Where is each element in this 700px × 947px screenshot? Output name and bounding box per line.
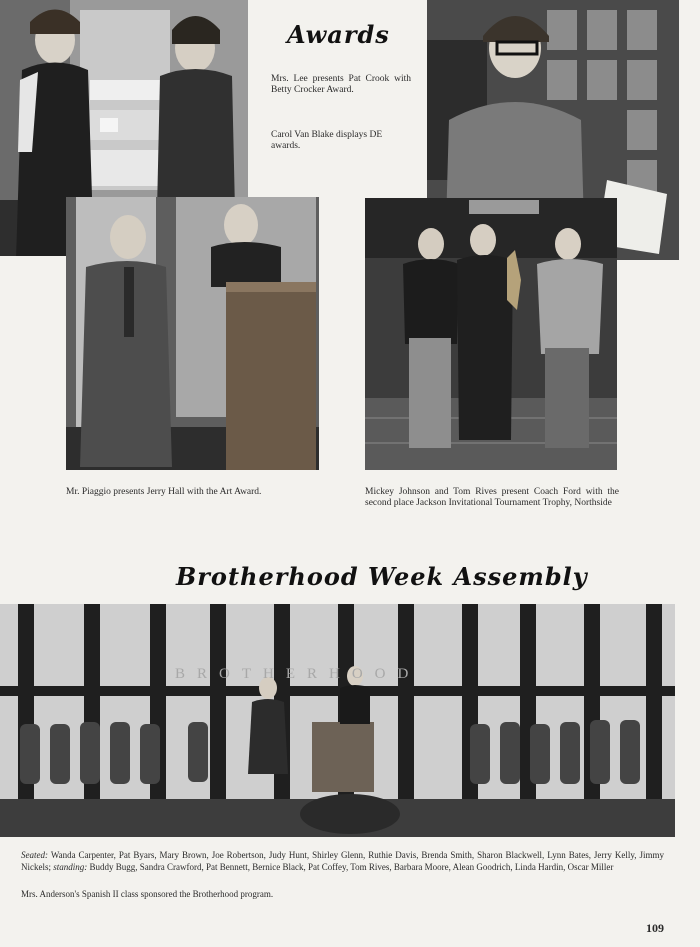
brotherhood-title: Brotherhood Week Assembly — [176, 562, 588, 591]
photo-trophy-presentation — [365, 198, 617, 470]
caption-sponsor: Mrs. Anderson's Spanish II class sponsored the Brotherhood program. — [21, 889, 274, 899]
seated-names: Wanda Carpenter, Pat Byars, Mary Brown, Joe Robertson, Judy Hunt, Shirley Glenn, Ruthie Davis, Brenda Smith, Sharon Blackwell, Lynn Bates, Jerry Kelly, Jimmy Nickels; — [21, 850, 664, 872]
page-number: 109 — [646, 921, 664, 935]
caption-art-award: Mr. Piaggio presents Jerry Hall with the Art Award. — [66, 487, 262, 497]
caption-names — [21, 850, 664, 873]
caption-de-awards: Carol Van Blake displays DE awards. — [271, 130, 383, 151]
photo-art-award — [66, 197, 319, 470]
seated-label: Seated: — [21, 850, 48, 860]
standing-names: Buddy Bugg, Sandra Crawford, Pat Bennett, Bernice Black, Pat Coffey, Tom Rives, Barbara Moore, Alean Goodrich, Linda Hardin, Oscar Miller — [89, 861, 614, 872]
photo-brotherhood-assembly — [0, 604, 675, 837]
brotherhood-banner: BROTHERHOOD — [175, 666, 421, 682]
awards-title: Awards — [287, 20, 390, 49]
standing-label: standing: — [53, 861, 88, 872]
caption-trophy: Mickey Johnson and Tom Rives present Coach Ford with the second place Jackson Invitational Tournament Trophy, Northside — [365, 487, 619, 508]
caption-betty-crocker: Mrs. Lee presents Pat Crook with Betty Crocker Award. — [271, 74, 411, 95]
